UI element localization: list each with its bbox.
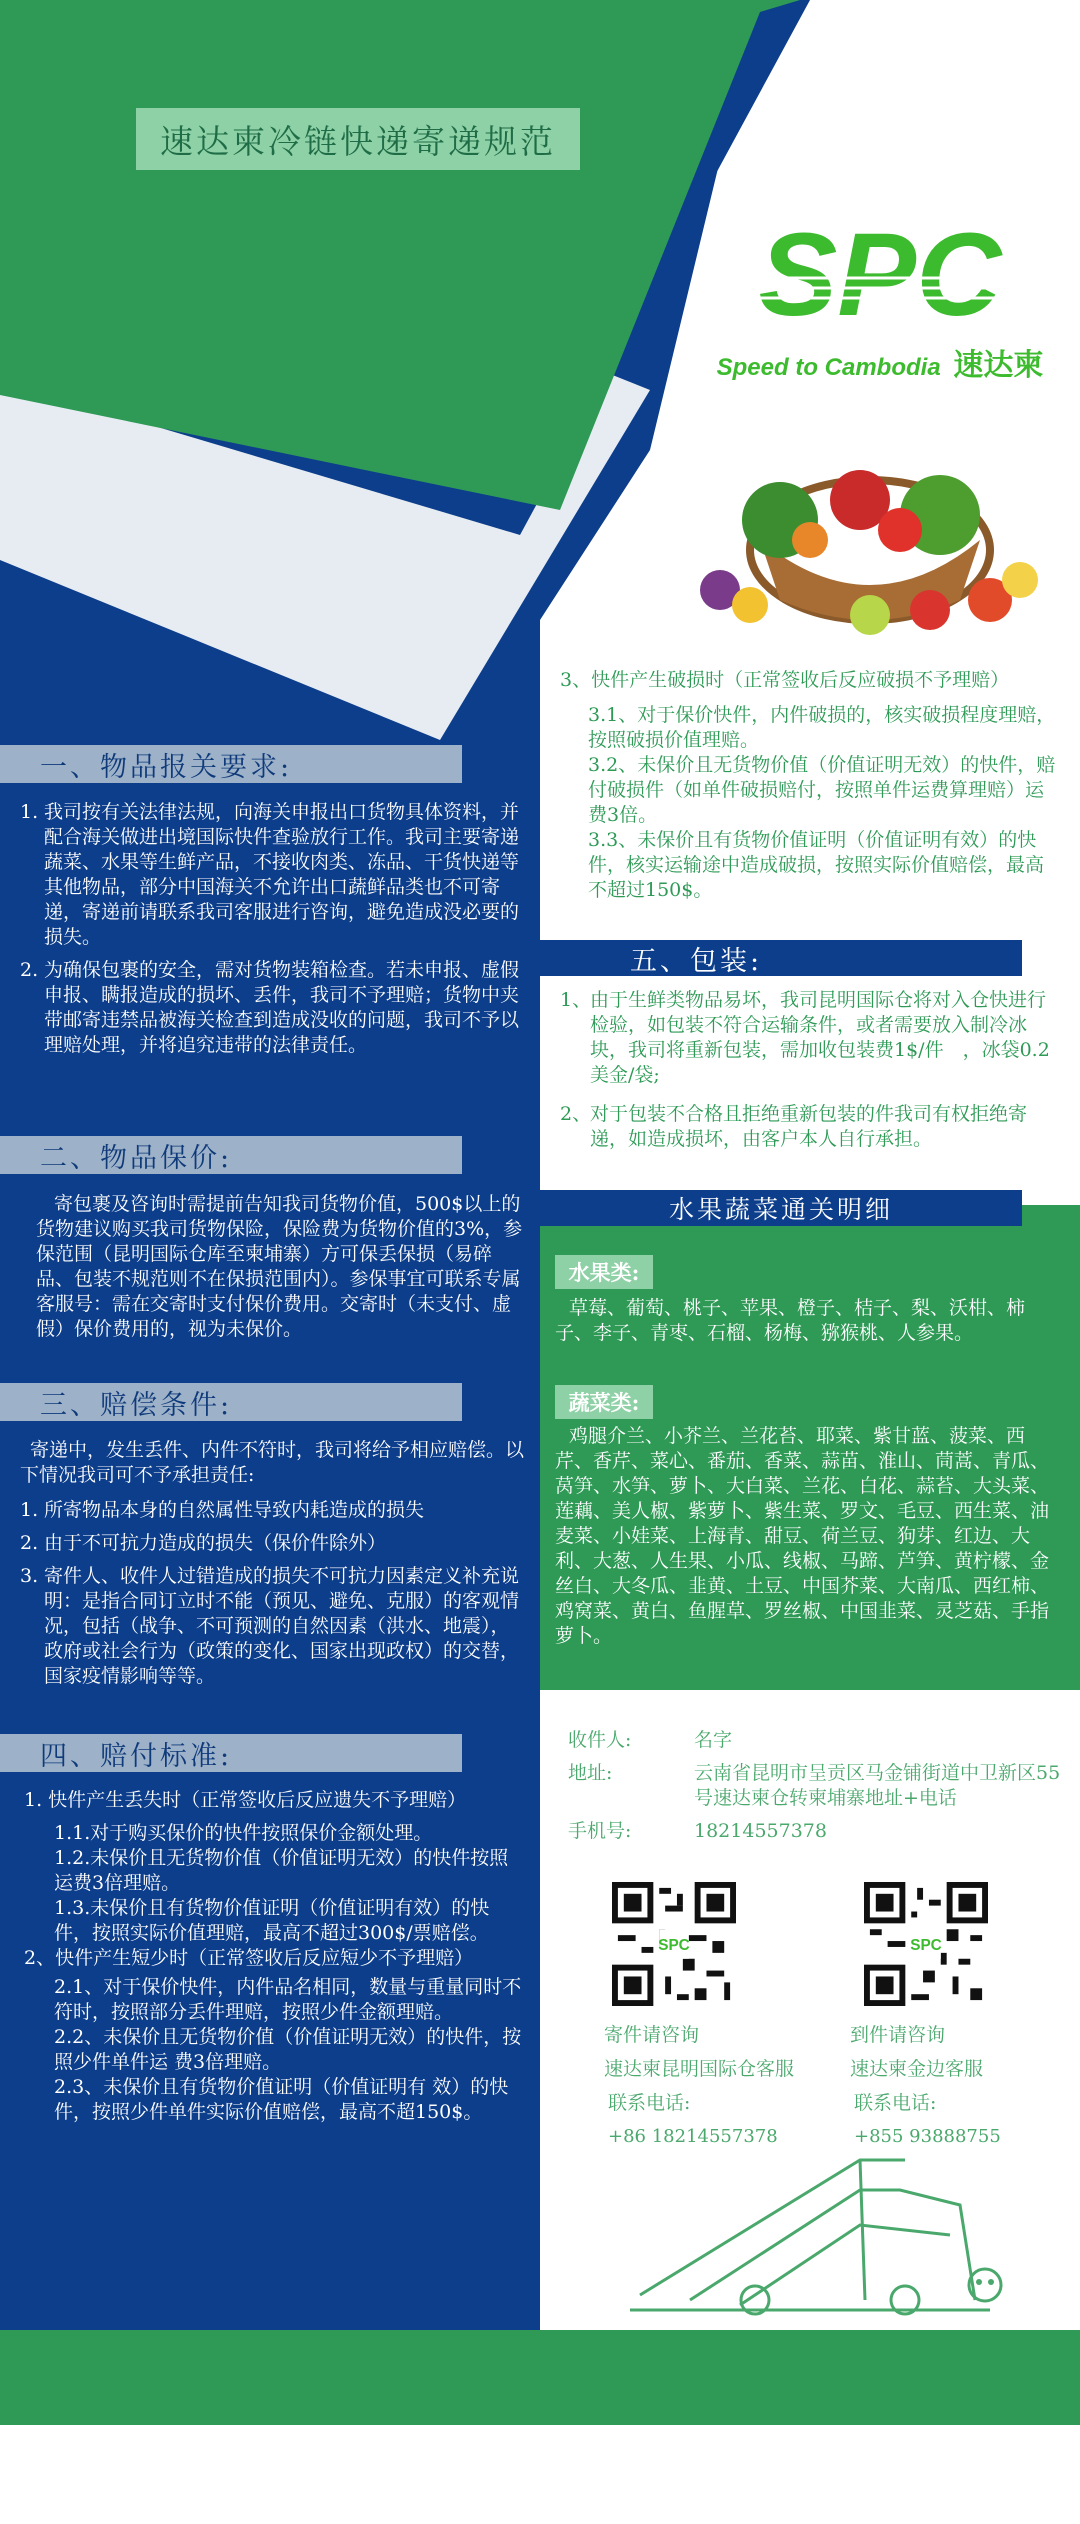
recipient-value: 名字 (694, 1729, 733, 1751)
svg-text:SPC: SPC (658, 1936, 690, 1954)
logo-tagline: Speed to Cambodia (716, 354, 941, 381)
qr-left-phone: +86 18214557378 (608, 2126, 778, 2147)
short-item: 2.1、对于保价快件，内件品名相同，数量与重量同时不符时，按照部分丢件理赔，按照少件金额理赔。 (54, 1976, 522, 2023)
produce-heading: 水果蔬菜通关明细 (540, 1190, 1022, 1226)
qr-right-phone: +855 93888755 (854, 2126, 1001, 2147)
damage-item: 3.1、对于保价快件，内件破损的，核实破损程度理赔，按照破损价值理赔。 (588, 704, 1056, 751)
fruit-label: 水果类: (555, 1255, 653, 1289)
section4-body (24, 1788, 526, 2125)
qr-right-name: 速达柬金边客服 (850, 2058, 984, 2080)
section1-list (20, 800, 526, 1066)
short-item: 2.3、未保价且有货物价值证明（价值证明有 效）的快件，按照少件单件实际价值赔偿，最高不超150$。 (54, 2076, 509, 2123)
list-item (20, 958, 526, 1058)
list-item (560, 1102, 1056, 1152)
truck-line-art (630, 2160, 990, 2314)
qr-code-left (612, 1882, 736, 2006)
recipient-label: 收件人: (568, 1729, 632, 1751)
qr-left-info (604, 2018, 844, 2154)
item-number: 2. (20, 959, 39, 981)
spc-logo (690, 220, 1070, 390)
green-footer-band (0, 2330, 1080, 2425)
address-label: 地址: (568, 1762, 613, 1784)
section2-heading: 二、物品保价: (0, 1136, 462, 1174)
item-number: 1、 (560, 989, 592, 1011)
section3-heading: 三、赔偿条件: (0, 1383, 462, 1421)
damage-section (560, 668, 1060, 903)
lost-item: 1.3.未保价且有货物价值证明（价值证明有效）的快件，按照实际价值理赔，最高不超过300$/票赔偿。 (54, 1897, 490, 1944)
phone-label: 手机号: (568, 1820, 632, 1842)
item-text: 为确保包裹的安全，需对货物装箱检查。若未申报、虚假申报、瞒报造成的损坏、丢件，我司不予理赔；货物中夹带邮寄违禁品被海关检查到造成没收的问题，我司不予以理赔处理，并将追究违带的法律责任。 (44, 959, 520, 1056)
lost-title: 1. 快件产生丢失时（正常签收后反应遗失不予理赔） (24, 1789, 467, 1811)
item-number: 1. (20, 801, 39, 823)
section4-heading: 四、赔付标准: (0, 1734, 462, 1772)
fruit-basket-image (690, 430, 1050, 640)
item-number: 1. (20, 1499, 39, 1521)
item-text: 由于不可抗力造成的损失（保价件除外） (44, 1532, 387, 1554)
short-title: 2、快件产生短少时（正常签收后反应短少不予理赔） (24, 1947, 474, 1969)
vegetable-text: 鸡腿介兰、小芥兰、兰花苔、耶菜、紫甘蓝、菠菜、西芹、香芹、菜心、番茄、香菜、蒜苗、淮山、茼蒿、青瓜、莴笋、水笋、萝卜、大白菜、兰花、白花、蒜苔、大头菜、莲藕、美人椒、紫萝卜、紫生菜、罗文、毛豆、西生菜、油麦菜、小娃菜、上海青、甜豆、荷兰豆、狗芽、红边、大利、大葱、人生果、小瓜、线椒、马蹄、芦笋、黄柠檬、金丝白、大冬瓜、韭黄、土豆、中国芥菜、大南瓜、西红柿、鸡窝菜、黄白、鱼腥草、罗丝椒、中国韭菜、灵芝菇、手指萝卜。 (555, 1425, 1050, 1647)
qr-left-name: 速达柬昆明国际仓客服 (604, 2058, 795, 2080)
page-title: 速达柬冷链快递寄递规范 (136, 108, 580, 170)
list-item (20, 1531, 526, 1556)
list-item (560, 988, 1056, 1088)
list-item (20, 800, 526, 950)
short-item: 2.2、未保价且无货物价值（价值证明无效）的快件，按照少件单件运 费3倍理赔。 (54, 2026, 522, 2073)
section5-heading: 五、包装: (540, 940, 1022, 976)
section2-text: 寄包裹及咨询时需提前告知我司货物价值，500$以上的货物建议购买我司货物保险，保险费为货物价值的3%，参保范围（昆明国际仓库至柬埔寨）方可保丢保损（易碎品、包装不规范则不在保损范围内）。参保事宜可联系专属客服号：需在交寄时支付保价费用。交寄时（未支付、虚假）保价费用的，视为未保价。 (36, 1193, 523, 1340)
damage-item: 3.2、未保价且无货物价值（价值证明无效）的快件，赔付破损件（如单件破损赔付，按照单件运费算理赔）运费3倍。 (588, 754, 1056, 826)
svg-text:SPC: SPC (910, 1936, 942, 1954)
vegetable-label: 蔬菜类: (555, 1385, 653, 1419)
phone-value: 18214557378 (694, 1820, 827, 1842)
address-value: 云南省昆明市呈贡区马金铺街道中卫新区55号速达柬仓转柬埔寨地址+电话 (694, 1762, 1061, 1809)
list-item (20, 1564, 526, 1689)
item-number: 2、 (560, 1103, 592, 1125)
damage-title: 3、快件产生破损时（正常签收后反应破损不予理赔） (560, 669, 1010, 691)
item-text: 对于包装不合格且拒绝重新包装的件我司有权拒绝寄递，如造成损坏，由客户本人自行承担。 (590, 1103, 1028, 1150)
logo-brand: 速达柬 (953, 349, 1044, 382)
svg-text:SPC: SPC (758, 220, 1002, 341)
list-item (20, 1498, 526, 1523)
item-text: 由于生鲜类物品易坏，我司昆明国际仓将对入仓快进行检验，如包装不符合运输条件，或者需要放入制冷冰块，我司将重新包装，需加收包装费1$/件 ，冰袋0.2美金/袋; (590, 989, 1050, 1086)
qr-code-right (864, 1882, 988, 2006)
section1-heading: 一、物品报关要求: (0, 745, 462, 783)
contact-info (568, 1728, 1068, 1844)
item-text: 寄件人、收件人过错造成的损失不可抗力因素定义补充说明：是指合同订立时不能（预见、避免、克服）的客观情况，包括（战争、不可预测的自然因素（洪水、地震），政府或社会行为（政策的变化、国家出现政权）的交替，国家疫情影响等等。 (44, 1565, 520, 1687)
item-text: 我司按有关法律法规，向海关申报出口货物具体资料，并配合海关做进出境国际快件查验放行工作。我司主要寄递蔬菜、水果等生鲜产品，不接收肉类、冻品、干货快递等其他物品，部分中国海关不允许出口蔬鲜品类也不可寄递，寄递前请联系我司客服进行咨询，避免造成没必要的损失。 (44, 801, 520, 948)
lost-item: 1.1.对于购买保价的快件按照保价金额处理。 (54, 1822, 433, 1844)
qr-right-info (850, 2018, 1080, 2154)
section3-intro: 寄递中，发生丢件、内件不符时，我司将给予相应赔偿。以下情况我司可不予承担责任: (20, 1439, 525, 1486)
qr-right-phone-label: 联系电话: (854, 2092, 937, 2114)
item-number: 2. (20, 1532, 39, 1554)
section5-list (560, 988, 1056, 1160)
section3-body (20, 1438, 526, 1697)
qr-right-title: 到件请咨询 (850, 2024, 946, 2046)
qr-left-phone-label: 联系电话: (608, 2092, 691, 2114)
item-text: 所寄物品本身的自然属性导致内耗造成的损失 (44, 1499, 425, 1521)
damage-item: 3.3、未保价且有货物价值证明（价值证明有效）的快件，核实运输途中造成破损，按照实际价值赔偿，最高不超过150$。 (588, 829, 1045, 901)
qr-left-title: 寄件请咨询 (604, 2024, 700, 2046)
fruit-text: 草莓、葡萄、桃子、苹果、橙子、桔子、梨、沃柑、柿子、李子、青枣、石榴、杨梅、猕猴桃、人参果。 (555, 1297, 1026, 1344)
lost-item: 1.2.未保价且无货物价值（价值证明无效）的快件按照运费3倍理赔。 (54, 1847, 509, 1894)
item-number: 3. (20, 1565, 39, 1587)
